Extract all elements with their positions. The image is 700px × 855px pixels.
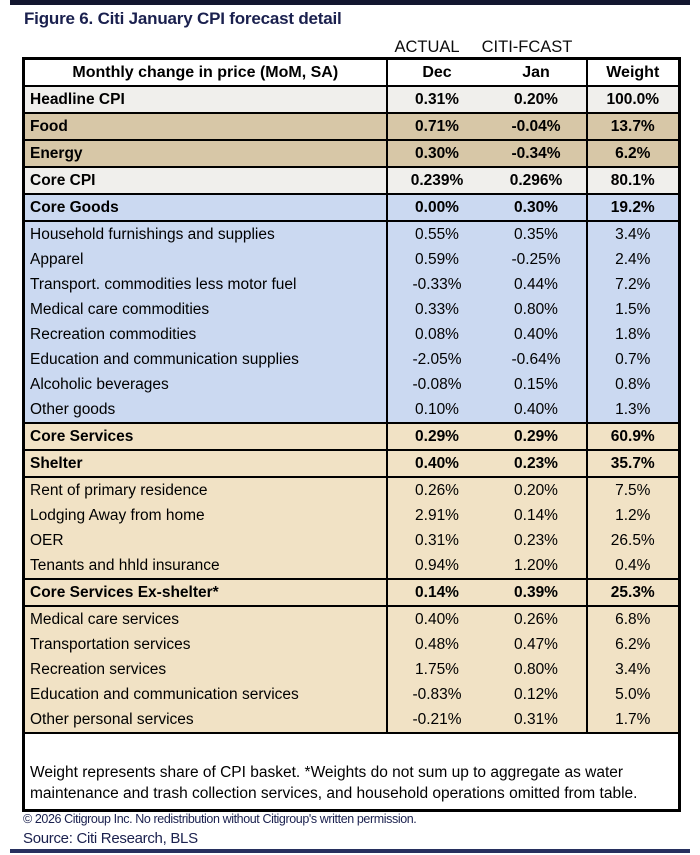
col-header-jan: Jan (487, 59, 587, 87)
table-row (24, 632, 680, 657)
jan-value: 0.23% (487, 450, 587, 477)
dec-value: 0.94% (387, 553, 487, 579)
table-row (24, 347, 680, 372)
row-label: Transport. commodities less motor fuel (24, 272, 387, 297)
table-row (24, 322, 680, 347)
table-row (24, 194, 680, 221)
weight-value: 3.4% (587, 657, 680, 682)
dec-value: 0.00% (387, 194, 487, 221)
jan-value: 0.30% (487, 194, 587, 221)
row-label: Rent of primary residence (24, 477, 387, 503)
table-row (24, 682, 680, 707)
dec-value: 0.59% (387, 247, 487, 272)
jan-value: 0.40% (487, 397, 587, 423)
table-footnote: Weight represents share of CPI basket. *Weights do not sum up to aggregate as water maintenance and trash collection services, and household operations omitted from table. (24, 733, 680, 811)
table-row (24, 86, 680, 113)
weight-value: 3.4% (587, 221, 680, 247)
row-label: OER (24, 528, 387, 553)
row-label: Medical care commodities (24, 297, 387, 322)
row-label: Apparel (24, 247, 387, 272)
col-header-weight: Weight (587, 59, 680, 87)
dec-value: 0.33% (387, 297, 487, 322)
cpi-forecast-table (22, 57, 681, 812)
row-label: Core Goods (24, 194, 387, 221)
row-label: Core Services (24, 423, 387, 450)
row-label: Transportation services (24, 632, 387, 657)
jan-value: 0.12% (487, 682, 587, 707)
jan-value: 1.20% (487, 553, 587, 579)
table-row (24, 606, 680, 632)
source-line: Source: Citi Research, BLS (23, 830, 198, 847)
table-row (24, 657, 680, 682)
weight-value: 100.0% (587, 86, 680, 113)
jan-value: -0.34% (487, 140, 587, 167)
dec-value: -0.08% (387, 372, 487, 397)
table-row (24, 397, 680, 423)
jan-value: 0.40% (487, 322, 587, 347)
row-label: Energy (24, 140, 387, 167)
copyright-line: © 2026 Citigroup Inc. No redistribution without Citigroup's written permission. (23, 812, 417, 826)
figure-title: Figure 6. Citi January CPI forecast detail (24, 9, 342, 28)
weight-value: 7.2% (587, 272, 680, 297)
table-row (24, 167, 680, 194)
jan-value: -0.25% (487, 247, 587, 272)
row-label: Tenants and hhld insurance (24, 553, 387, 579)
table-row (24, 528, 680, 553)
weight-value: 1.3% (587, 397, 680, 423)
jan-value: 0.47% (487, 632, 587, 657)
dec-value: 0.26% (387, 477, 487, 503)
row-label: Medical care services (24, 606, 387, 632)
jan-value: 0.14% (487, 503, 587, 528)
weight-value: 1.2% (587, 503, 680, 528)
table-row (24, 503, 680, 528)
weight-value: 80.1% (587, 167, 680, 194)
col-header-dec: Dec (387, 59, 487, 87)
dec-value: 0.29% (387, 423, 487, 450)
weight-value: 25.3% (587, 579, 680, 606)
row-label: Lodging Away from home (24, 503, 387, 528)
dec-value: 0.48% (387, 632, 487, 657)
jan-value: 0.31% (487, 707, 587, 733)
weight-value: 35.7% (587, 450, 680, 477)
weight-value: 0.4% (587, 553, 680, 579)
jan-value: 0.20% (487, 477, 587, 503)
header-row (24, 59, 680, 87)
table-row (24, 450, 680, 477)
top-divider-bar (10, 0, 690, 5)
jan-value: 0.80% (487, 657, 587, 682)
row-label: Shelter (24, 450, 387, 477)
weight-value: 60.9% (587, 423, 680, 450)
dec-value: 0.14% (387, 579, 487, 606)
table-row (24, 140, 680, 167)
weight-value: 2.4% (587, 247, 680, 272)
jan-value: 0.26% (487, 606, 587, 632)
table-row (24, 221, 680, 247)
weight-value: 1.7% (587, 707, 680, 733)
jan-value: 0.35% (487, 221, 587, 247)
weight-value: 6.8% (587, 606, 680, 632)
jan-value: 0.15% (487, 372, 587, 397)
weight-value: 0.8% (587, 372, 680, 397)
dec-value: 0.30% (387, 140, 487, 167)
table-row (24, 247, 680, 272)
dec-value: 0.40% (387, 450, 487, 477)
weight-value: 6.2% (587, 632, 680, 657)
weight-value: 6.2% (587, 140, 680, 167)
weight-value: 1.5% (587, 297, 680, 322)
jan-value: -0.64% (487, 347, 587, 372)
table-row (24, 423, 680, 450)
jan-value: 0.44% (487, 272, 587, 297)
row-label: Education and communication supplies (24, 347, 387, 372)
weight-value: 26.5% (587, 528, 680, 553)
jan-value: 0.23% (487, 528, 587, 553)
dec-value: 0.71% (387, 113, 487, 140)
actual-group-header: ACTUAL (394, 38, 460, 56)
dec-value: 0.10% (387, 397, 487, 423)
table-row (24, 372, 680, 397)
row-label: Core CPI (24, 167, 387, 194)
row-label: Other personal services (24, 707, 387, 733)
jan-value: -0.04% (487, 113, 587, 140)
column-group-headers (377, 38, 577, 57)
dec-value: -0.21% (387, 707, 487, 733)
dec-value: 0.31% (387, 86, 487, 113)
col-header-metric: Monthly change in price (MoM, SA) (24, 59, 387, 87)
dec-value: 0.55% (387, 221, 487, 247)
weight-value: 5.0% (587, 682, 680, 707)
dec-value: 0.08% (387, 322, 487, 347)
dec-value: 0.239% (387, 167, 487, 194)
jan-value: 0.80% (487, 297, 587, 322)
jan-value: 0.39% (487, 579, 587, 606)
footnote-row (24, 733, 680, 811)
table-row (24, 553, 680, 579)
weight-value: 7.5% (587, 477, 680, 503)
row-label: Recreation services (24, 657, 387, 682)
dec-value: -0.33% (387, 272, 487, 297)
row-label: Core Services Ex-shelter* (24, 579, 387, 606)
row-label: Other goods (24, 397, 387, 423)
jan-value: 0.20% (487, 86, 587, 113)
row-label: Recreation commodities (24, 322, 387, 347)
weight-value: 19.2% (587, 194, 680, 221)
dec-value: 1.75% (387, 657, 487, 682)
dec-value: -0.83% (387, 682, 487, 707)
weight-value: 13.7% (587, 113, 680, 140)
bottom-divider-bar (10, 849, 690, 853)
jan-value: 0.29% (487, 423, 587, 450)
table-row (24, 113, 680, 140)
row-label: Household furnishings and supplies (24, 221, 387, 247)
row-label: Education and communication services (24, 682, 387, 707)
table-row (24, 272, 680, 297)
row-label: Alcoholic beverages (24, 372, 387, 397)
dec-value: 2.91% (387, 503, 487, 528)
table-row (24, 477, 680, 503)
jan-value: 0.296% (487, 167, 587, 194)
weight-value: 1.8% (587, 322, 680, 347)
dec-value: 0.40% (387, 606, 487, 632)
row-label: Headline CPI (24, 86, 387, 113)
citi-fcast-group-header: CITI-FCAST (481, 38, 573, 56)
table-row (24, 579, 680, 606)
row-label: Food (24, 113, 387, 140)
dec-value: 0.31% (387, 528, 487, 553)
dec-value: -2.05% (387, 347, 487, 372)
table-row (24, 297, 680, 322)
weight-value: 0.7% (587, 347, 680, 372)
table-row (24, 707, 680, 733)
